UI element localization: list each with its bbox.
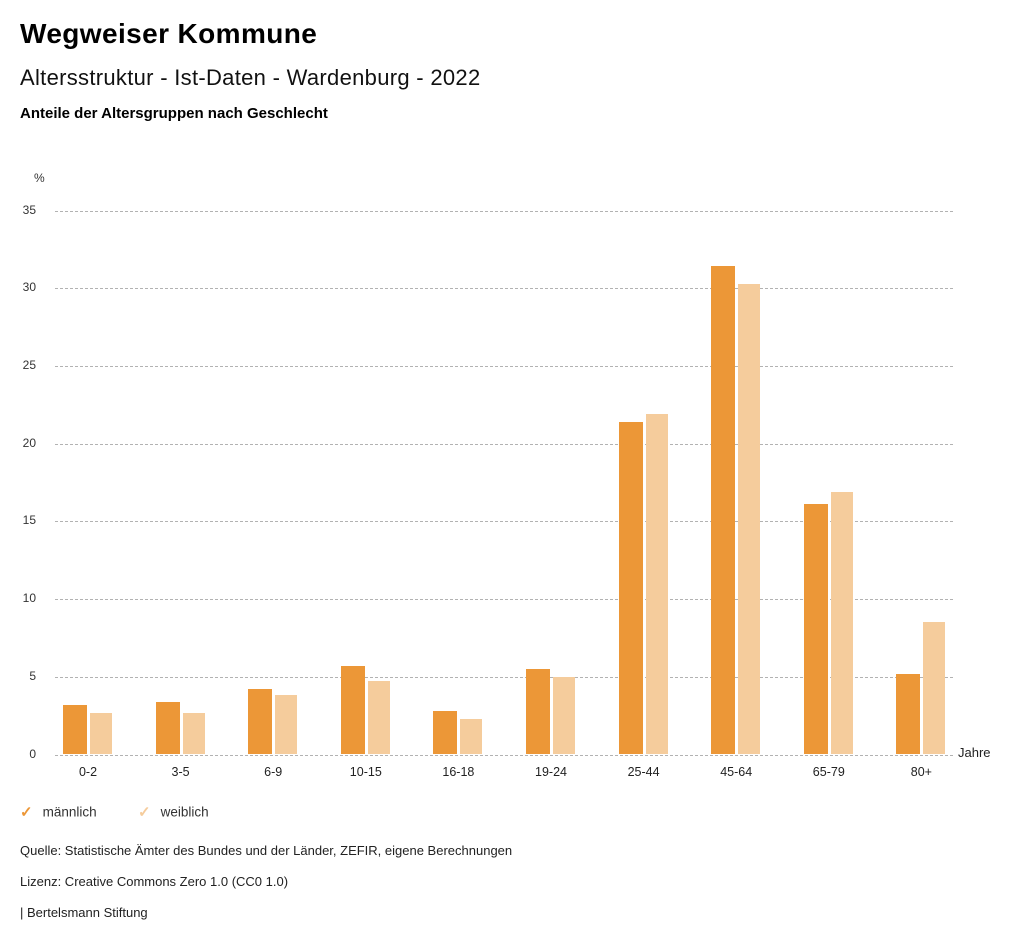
- gridline-35: [55, 211, 953, 212]
- x-tick-label-6-9: 6-9: [264, 765, 283, 779]
- y-axis-unit-label: %: [34, 171, 45, 185]
- bar-weiblich-10-15[interactable]: [368, 681, 390, 754]
- y-tick-label-35: 35: [22, 202, 36, 217]
- bar-maennlich-25-44[interactable]: [619, 422, 643, 755]
- x-tick-label-0-2: 0-2: [78, 765, 98, 779]
- legend-label: männlich: [42, 804, 97, 820]
- bar-weiblich-6-9[interactable]: [275, 695, 297, 754]
- bar-weiblich-65-79[interactable]: [831, 492, 853, 755]
- legend-item-maennlich[interactable]: [20, 803, 97, 825]
- bar-maennlich-80-[interactable]: [896, 674, 920, 755]
- x-tick-label-80-: 80+: [910, 765, 932, 779]
- source-text: Quelle: Statistische Ämter des Bundes und der Länder, ZEFIR, eigene Berechnungen: [20, 843, 513, 858]
- x-tick-label-19-24: 19-24: [535, 765, 567, 779]
- gridline-25: [55, 366, 953, 367]
- bar-weiblich-0-2[interactable]: [90, 713, 112, 755]
- bar-weiblich-19-24[interactable]: [553, 677, 575, 755]
- gridline-20: [55, 444, 953, 445]
- bar-weiblich-3-5[interactable]: [183, 713, 205, 755]
- gridline-0: [55, 755, 953, 756]
- check-icon: ✓: [20, 804, 33, 821]
- chart-subtitle: Altersstruktur - Ist-Daten - Wardenburg - 2022: [20, 65, 481, 90]
- x-axis-title: Jahre: [958, 745, 991, 760]
- y-tick-label-30: 30: [22, 280, 36, 295]
- bar-maennlich-45-64[interactable]: [711, 266, 735, 754]
- y-tick-label-15: 15: [22, 513, 36, 528]
- legend-item-weiblich[interactable]: [138, 803, 209, 825]
- bar-maennlich-6-9[interactable]: [248, 689, 272, 754]
- x-tick-label-45-64: 45-64: [720, 765, 753, 779]
- bar-weiblich-25-44[interactable]: [646, 414, 668, 754]
- x-tick-label-25-44: 25-44: [627, 765, 660, 779]
- bar-weiblich-45-64[interactable]: [738, 284, 760, 755]
- x-tick-label-65-79: 65-79: [812, 765, 845, 779]
- bar-maennlich-19-24[interactable]: [526, 669, 550, 754]
- y-tick-label-5: 5: [29, 668, 36, 683]
- bar-maennlich-3-5[interactable]: [156, 702, 180, 755]
- bar-maennlich-65-79[interactable]: [804, 504, 828, 754]
- x-tick-label-3-5: 3-5: [171, 765, 190, 779]
- y-tick-label-10: 10: [22, 591, 36, 606]
- bar-maennlich-0-2[interactable]: [63, 705, 87, 755]
- license-text: Lizenz: Creative Commons Zero 1.0 (CC0 1.0): [20, 874, 289, 889]
- legend-label: weiblich: [160, 804, 209, 820]
- gridline-30: [55, 288, 953, 289]
- y-tick-label-0: 0: [29, 746, 36, 761]
- x-tick-label-16-18: 16-18: [442, 765, 475, 779]
- chart-legend: [0, 803, 1024, 825]
- y-tick-label-20: 20: [22, 435, 36, 450]
- y-tick-label-25: 25: [22, 357, 36, 372]
- bar-maennlich-10-15[interactable]: [341, 666, 365, 755]
- chart-heading: Anteile der Altersgruppen nach Geschlecht: [20, 105, 328, 122]
- x-tick-label-10-15: 10-15: [349, 765, 382, 779]
- check-icon: ✓: [138, 804, 151, 821]
- bar-weiblich-16-18[interactable]: [460, 719, 482, 755]
- bar-weiblich-80-[interactable]: [923, 622, 945, 754]
- attribution-text: | Bertelsmann Stiftung: [20, 905, 148, 920]
- bar-maennlich-16-18[interactable]: [433, 711, 457, 755]
- page-title: Wegweiser Kommune: [20, 18, 318, 49]
